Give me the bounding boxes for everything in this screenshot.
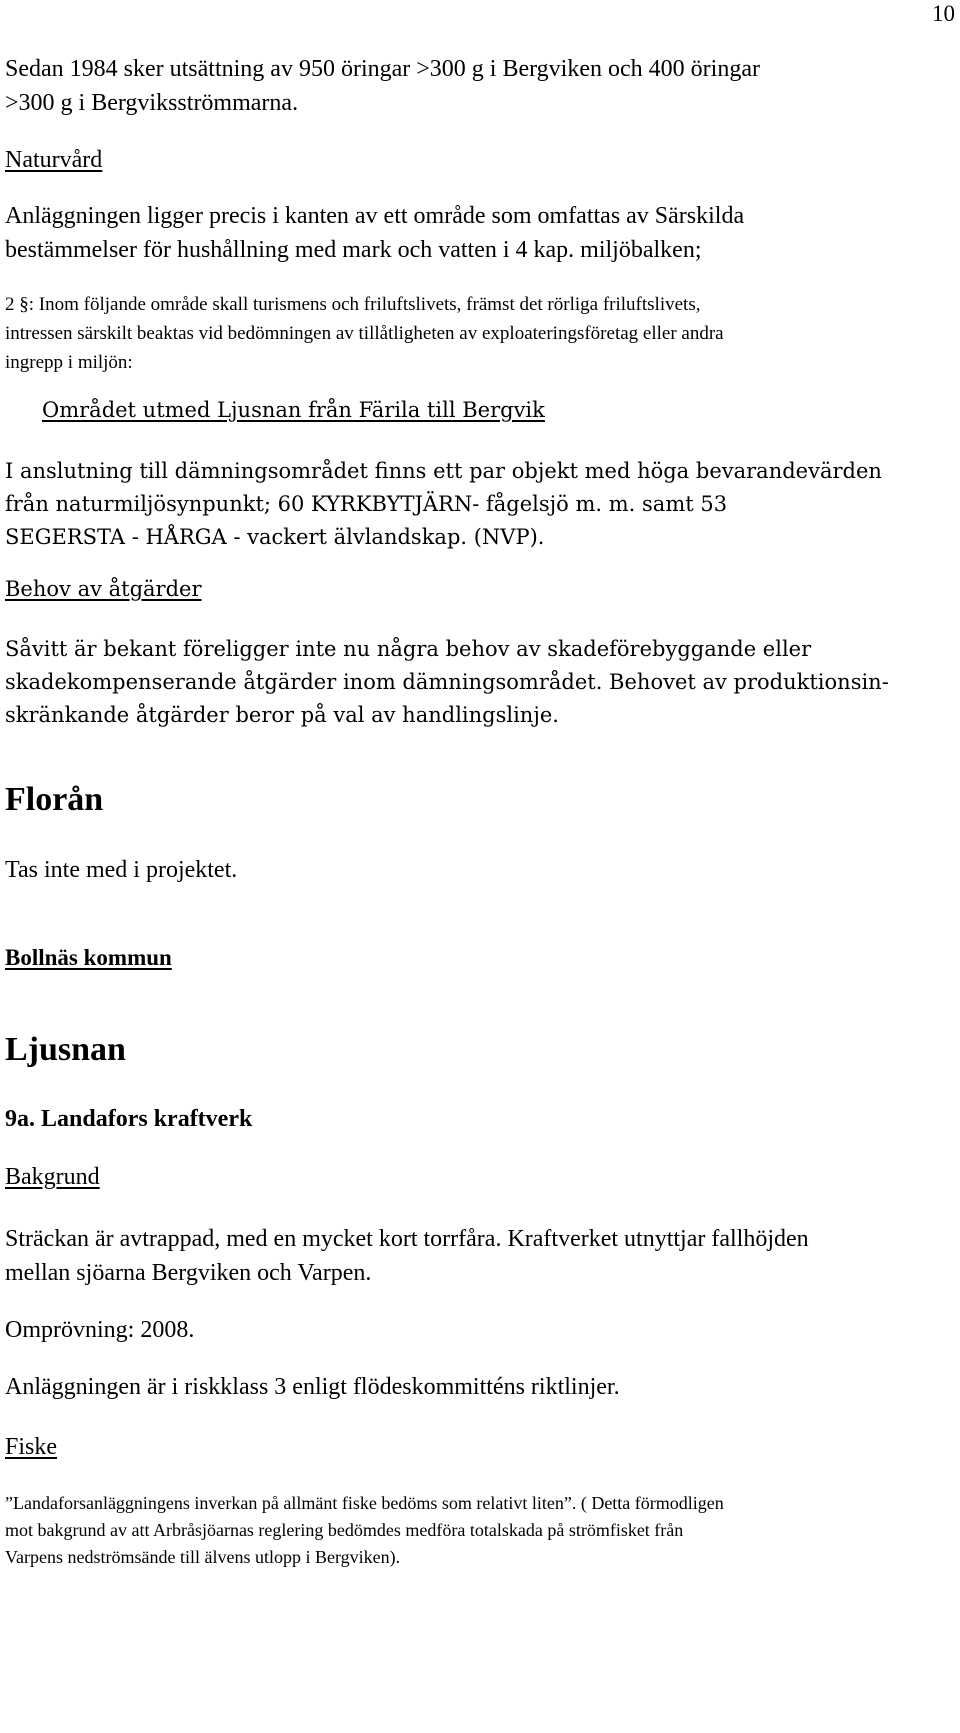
text-line: från naturmiljösynpunkt; 60 KYRKBYTJÄRN- fågelsjö m. m. samt 53	[5, 492, 728, 516]
fiske-heading: Fiske	[5, 1434, 58, 1460]
floran-text: Tas inte med i projektet.	[5, 857, 238, 883]
naturvard-heading: Naturvård	[5, 147, 103, 173]
riskklass-text: Anläggningen är i riskklass 3 enligt flödeskommitténs riktlinjer.	[5, 1374, 620, 1400]
text-line: 2 §: Inom följande område skall turismens och friluftslivets, främst det rörliga friluftslivets,	[5, 294, 701, 315]
text-line: intressen särskilt beaktas vid bedömningen av tillåtligheten av exploateringsföretag eller andra	[5, 323, 724, 344]
text-line: >300 g i Bergviksströmmarna.	[5, 90, 299, 116]
text-line: ingrepp i miljön:	[5, 352, 133, 373]
ljusnan-heading: Ljusnan	[5, 1031, 126, 1068]
text-line: Varpens nedströmsände till älvens utlopp i Bergviken).	[5, 1547, 401, 1567]
text-line: Sedan 1984 sker utsättning av 950 öringar >300 g i Bergviken och 400 öringar	[5, 56, 760, 82]
conservation-values	[5, 455, 882, 554]
omprovning-text: Omprövning: 2008.	[5, 1317, 195, 1343]
protected-area-name: Området utmed Ljusnan från Färila till Bergvik	[42, 398, 545, 422]
text-line: I anslutning till dämningsområdet finns ett par objekt med höga bevarandevärden	[5, 459, 882, 483]
text-line: SEGERSTA - HÅRGA - vackert älvlandskap. (NVP).	[5, 525, 545, 549]
landafors-heading: 9a. Landafors kraftverk	[5, 1106, 253, 1132]
text-line: Sträckan är avtrappad, med en mycket kort torrfåra. Kraftverket utnyttjar fallhöjden	[5, 1226, 809, 1252]
text-line: skränkande åtgärder beror på val av handlingslinje.	[5, 703, 559, 727]
behov-heading: Behov av åtgärder	[5, 577, 202, 601]
bakgrund-paragraph	[5, 1222, 809, 1290]
page-number: 10	[932, 1, 955, 26]
text-line: mellan sjöarna Bergviken och Varpen.	[5, 1260, 372, 1286]
naturvard-intro	[5, 199, 744, 267]
text-line: bestämmelser för hushållning med mark och vatten i 4 kap. miljöbalken;	[5, 237, 702, 263]
text-line: Anläggningen ligger precis i kanten av ett område som omfattas av Särskilda	[5, 203, 745, 229]
floran-heading: Florån	[5, 781, 104, 818]
behov-paragraph	[5, 633, 889, 732]
stocking-paragraph	[5, 52, 760, 120]
text-line: skadekompenserande åtgärder inom dämningsområdet. Behovet av produktionsin-	[5, 670, 889, 694]
bakgrund-heading: Bakgrund	[5, 1164, 100, 1190]
text-line: mot bakgrund av att Arbråsjöarnas reglering bedömdes medföra totalskada på strömfisket från	[5, 1520, 684, 1540]
bollnas-heading: Bollnäs kommun	[5, 945, 172, 970]
text-line: Såvitt är bekant föreligger inte nu några behov av skadeförebyggande eller	[5, 637, 812, 661]
text-line: ”Landaforsanläggningens inverkan på allmänt fiske bedöms som relativt liten”. ( Detta förmodligen	[5, 1493, 724, 1513]
fiske-quote	[5, 1490, 724, 1571]
legal-quote	[5, 290, 724, 377]
